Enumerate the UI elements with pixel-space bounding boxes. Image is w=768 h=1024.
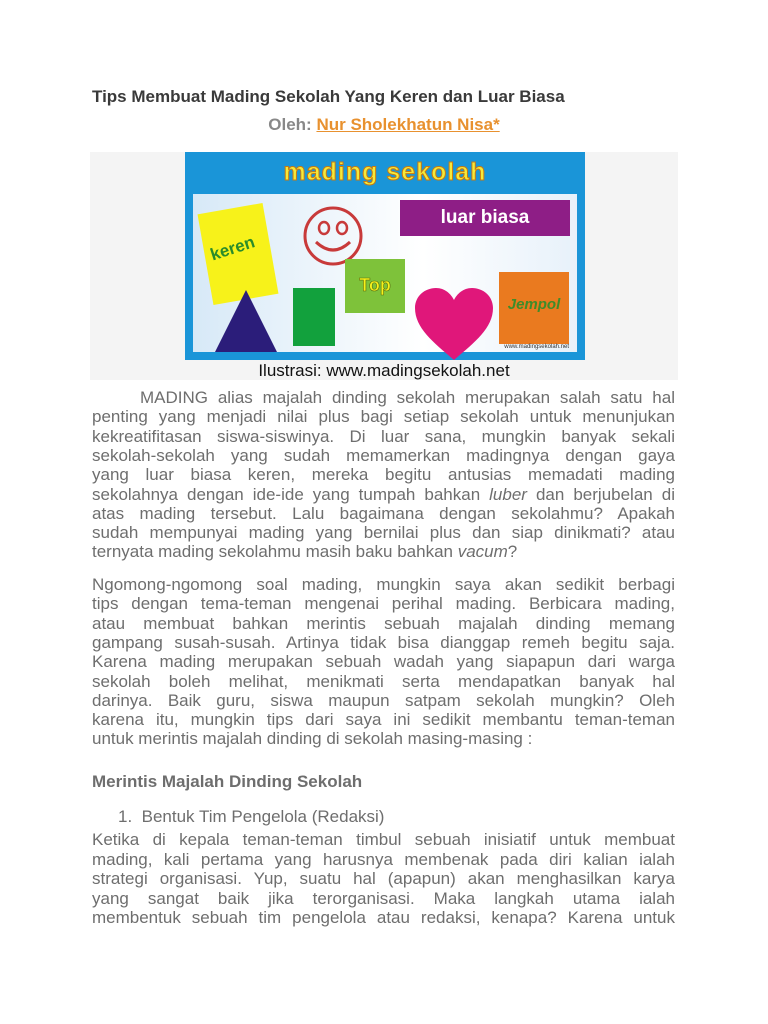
paragraph-line: untuk merintis majalah dinding di sekolah masing-masing :: [92, 729, 533, 749]
paragraph-line: membentuk sebuah tim pengelola atau redaksi, kenapa? Karena untuk: [92, 908, 675, 927]
paragraph-line: sekolah boleh melihat, menikmati serta mendapatkan banyak hal: [92, 671, 675, 691]
text-segment: dan berjubelan di: [526, 484, 675, 504]
text-segment: ternyata mading sekolahmu masih baku bahkan: [92, 542, 458, 562]
luar-biasa-banner: luar biasa: [400, 200, 570, 236]
image-panel: [193, 194, 577, 352]
italic-term: luber: [489, 484, 527, 504]
author-link[interactable]: Nur Sholekhatun Nisa*: [316, 115, 500, 134]
article-title: Tips Membuat Mading Sekolah Yang Keren dan Luar Biasa: [92, 87, 565, 106]
paragraph-line: MADING alias majalah dinding sekolah merupakan salah satu hal: [140, 388, 675, 407]
paragraph-line: Ketika di kepala teman-teman timbul sebuah inisiatif untuk membuat: [92, 830, 675, 849]
jempol-card: Jempol: [499, 272, 569, 344]
paragraph-line: [92, 542, 675, 561]
paragraph-line: [92, 485, 675, 504]
paragraph-line: yang luar biasa keren, mereka begitu antusias memadati mading: [92, 465, 675, 485]
paragraph-line: karena itu, mungkin tips dari saya ini sedikit membantu teman-teman: [92, 710, 675, 730]
paragraph-line: gampang susah-susah. Artinya tidak bisa dianggap remeh begitu saja.: [92, 632, 675, 652]
green-rectangle: [293, 288, 335, 346]
paragraph-line: atau membuat bahkan merintis sebuah majalah dinding memang: [92, 613, 675, 633]
paragraph-line: Karena mading merupakan sebuah wadah yang siapapun dari warga: [92, 652, 675, 672]
paragraph-line: yang sangat baik jika terorganisasi. Maka langkah utama ialah: [92, 888, 675, 908]
paragraph-line: Ngomong-ngomong soal mading, mungkin saya akan sedikit berbagi: [92, 575, 675, 594]
paragraph-line: kekreatifitasan siswa-siswinya. Di luar sana, mungkin banyak sekali: [92, 426, 675, 446]
mading-illustration: [185, 152, 585, 360]
image-title: mading sekolah: [283, 158, 487, 186]
text-segment: ?: [507, 542, 518, 562]
italic-term: vacum: [457, 542, 508, 562]
byline-label: Oleh:: [268, 115, 312, 134]
figure-caption: Ilustrasi: www.madingsekolah.net: [258, 361, 510, 380]
paragraph-line: darinya. Baik guru, siswa maupun satpam sekolah mungkin? Oleh: [92, 690, 675, 710]
list-item: 1. Bentuk Tim Pengelola (Redaksi): [118, 807, 385, 826]
paragraph-line: penting yang menjadi nilai plus bagi setiap sekolah untuk menunjukan: [92, 407, 675, 427]
paragraph-line: sekolah-sekolah yang sudah memamerkan madingnya dengan gaya: [92, 445, 675, 465]
keren-label: keren: [208, 232, 258, 265]
paragraph-line: sudah mempunyai mading yang bernilai plus dan siap dinikmati? atau: [92, 523, 675, 543]
text-segment: sekolahnya dengan ide-ide yang tumpah bahkan: [92, 484, 490, 504]
heart-shape: [413, 286, 495, 362]
paragraph-line: mading, kali pertama yang harusnya membenak pada diri kalian ialah: [92, 849, 675, 869]
top-card: Top: [345, 259, 405, 313]
paragraph-line: tips dengan tema-teman mengenai perihal mading. Berbicara mading,: [92, 594, 675, 614]
paragraph-line: atas mading tersebut. Lalu bagaimana dengan sekolahmu? Apakah: [92, 503, 675, 523]
section-heading: Merintis Majalah Dinding Sekolah: [92, 772, 363, 791]
byline: [0, 115, 768, 135]
watermark: www.madingsekolah.net: [504, 344, 569, 350]
triangle-shape: [213, 288, 279, 352]
paragraph-line: strategi organisasi. Yup, suatu hal (apapun) akan menghasilkan karya: [92, 869, 675, 888]
